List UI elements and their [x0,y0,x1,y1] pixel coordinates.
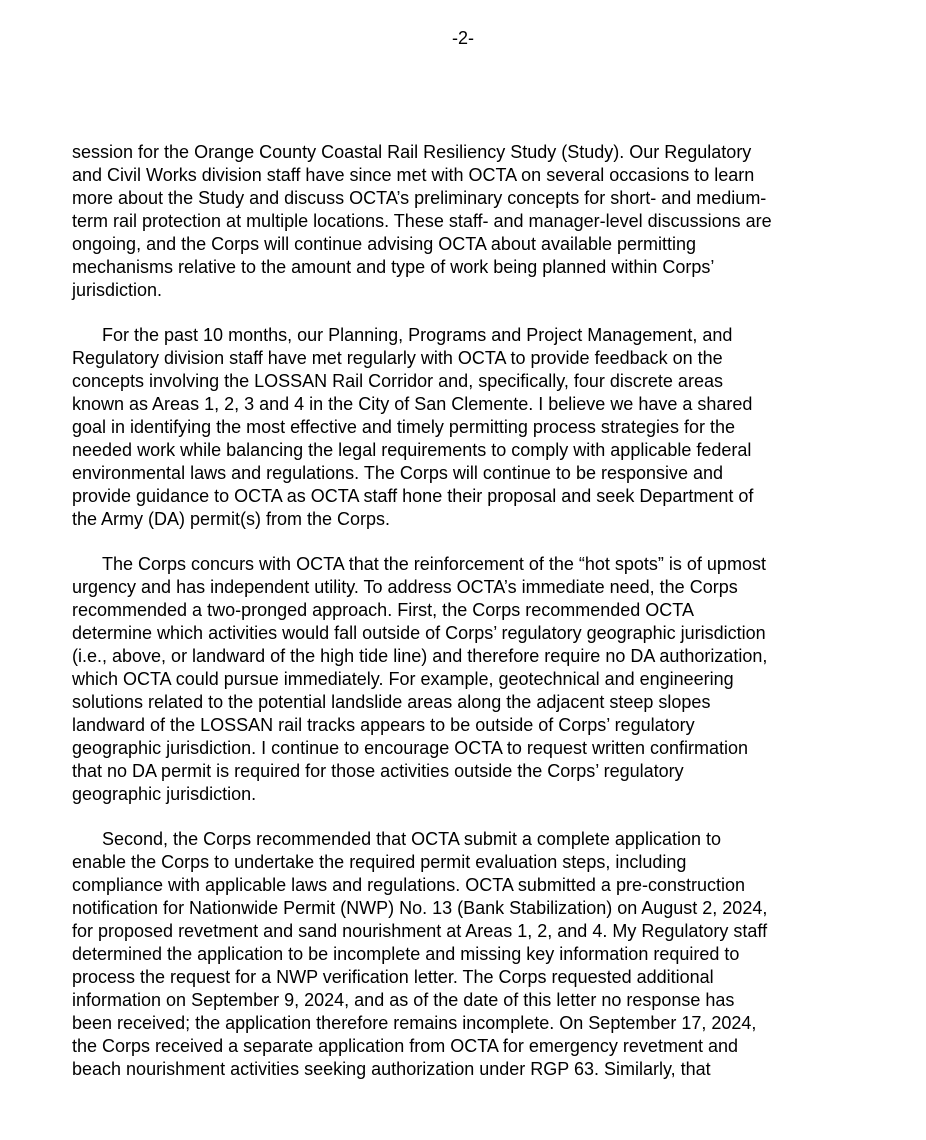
text-line: landward of the LOSSAN rail tracks appears to be outside of Corps’ regulatory [72,715,695,735]
paragraph-1 [72,141,862,302]
paragraph-3 [72,553,862,806]
text-line: more about the Study and discuss OCTA’s preliminary concepts for short- and medium- [72,188,767,208]
text-line: which OCTA could pursue immediately. For example, geotechnical and engineering [72,669,734,689]
paragraph-2 [72,324,862,531]
text-line: provide guidance to OCTA as OCTA staff hone their proposal and seek Department of [72,486,754,506]
text-line: beach nourishment activities seeking authorization under RGP 63. Similarly, that [72,1059,711,1079]
text-line: solutions related to the potential landslide areas along the adjacent steep slopes [72,692,711,712]
text-line: known as Areas 1, 2, 3 and 4 in the City of San Clemente. I believe we have a shared [72,394,753,414]
text-line: and Civil Works division staff have since met with OCTA on several occasions to learn [72,165,755,185]
text-line: notification for Nationwide Permit (NWP) No. 13 (Bank Stabilization) on August 2, 2024, [72,898,768,918]
text-line: ongoing, and the Corps will continue advising OCTA about available permitting [72,234,697,254]
text-line: urgency and has independent utility. To address OCTA’s immediate need, the Corps [72,577,738,597]
text-line: goal in identifying the most effective and timely permitting process strategies for the [72,417,736,437]
text-line: the Army (DA) permit(s) from the Corps. [72,509,391,529]
text-line: geographic jurisdiction. [72,784,257,804]
text-line: process the request for a NWP verification letter. The Corps requested additional [72,967,714,987]
text-line: enable the Corps to undertake the required permit evaluation steps, including [72,852,687,872]
text-line: the Corps received a separate application from OCTA for emergency revetment and [72,1036,738,1056]
text-line: recommended a two-pronged approach. First, the Corps recommended OCTA [72,600,694,620]
paragraph-4 [72,828,862,1081]
text-line: For the past 10 months, our Planning, Programs and Project Management, and [102,325,733,345]
text-line: needed work while balancing the legal requirements to comply with applicable federal [72,440,752,460]
text-line: been received; the application therefore remains incomplete. On September 17, 2024, [72,1013,757,1033]
page-number: -2- [452,28,474,48]
text-line: compliance with applicable laws and regulations. OCTA submitted a pre-construction [72,875,746,895]
text-line: mechanisms relative to the amount and type of work being planned within Corps’ [72,257,715,277]
text-line: term rail protection at multiple locations. These staff- and manager-level discussions are [72,211,772,231]
text-line: for proposed revetment and sand nourishment at Areas 1, 2, and 4. My Regulatory staff [72,921,768,941]
text-line: concepts involving the LOSSAN Rail Corridor and, specifically, four discrete areas [72,371,723,391]
text-line: information on September 9, 2024, and as of the date of this letter no response has [72,990,735,1010]
text-line: Regulatory division staff have met regularly with OCTA to provide feedback on the [72,348,723,368]
text-line: jurisdiction. [72,280,163,300]
text-line: Second, the Corps recommended that OCTA submit a complete application to [102,829,721,849]
text-line: geographic jurisdiction. I continue to encourage OCTA to request written confirmation [72,738,749,758]
text-line: determined the application to be incomplete and missing key information required to [72,944,740,964]
text-line: environmental laws and regulations. The Corps will continue to be responsive and [72,463,724,483]
text-line: that no DA permit is required for those activities outside the Corps’ regulatory [72,761,684,781]
text-line: The Corps concurs with OCTA that the reinforcement of the “hot spots” is of upmost [102,554,766,574]
text-line: (i.e., above, or landward of the high tide line) and therefore require no DA authorization, [72,646,768,666]
text-line: determine which activities would fall outside of Corps’ regulatory geographic jurisdiction [72,623,766,643]
text-line: session for the Orange County Coastal Rail Resiliency Study (Study). Our Regulatory [72,142,752,162]
letter-body [72,141,862,1103]
